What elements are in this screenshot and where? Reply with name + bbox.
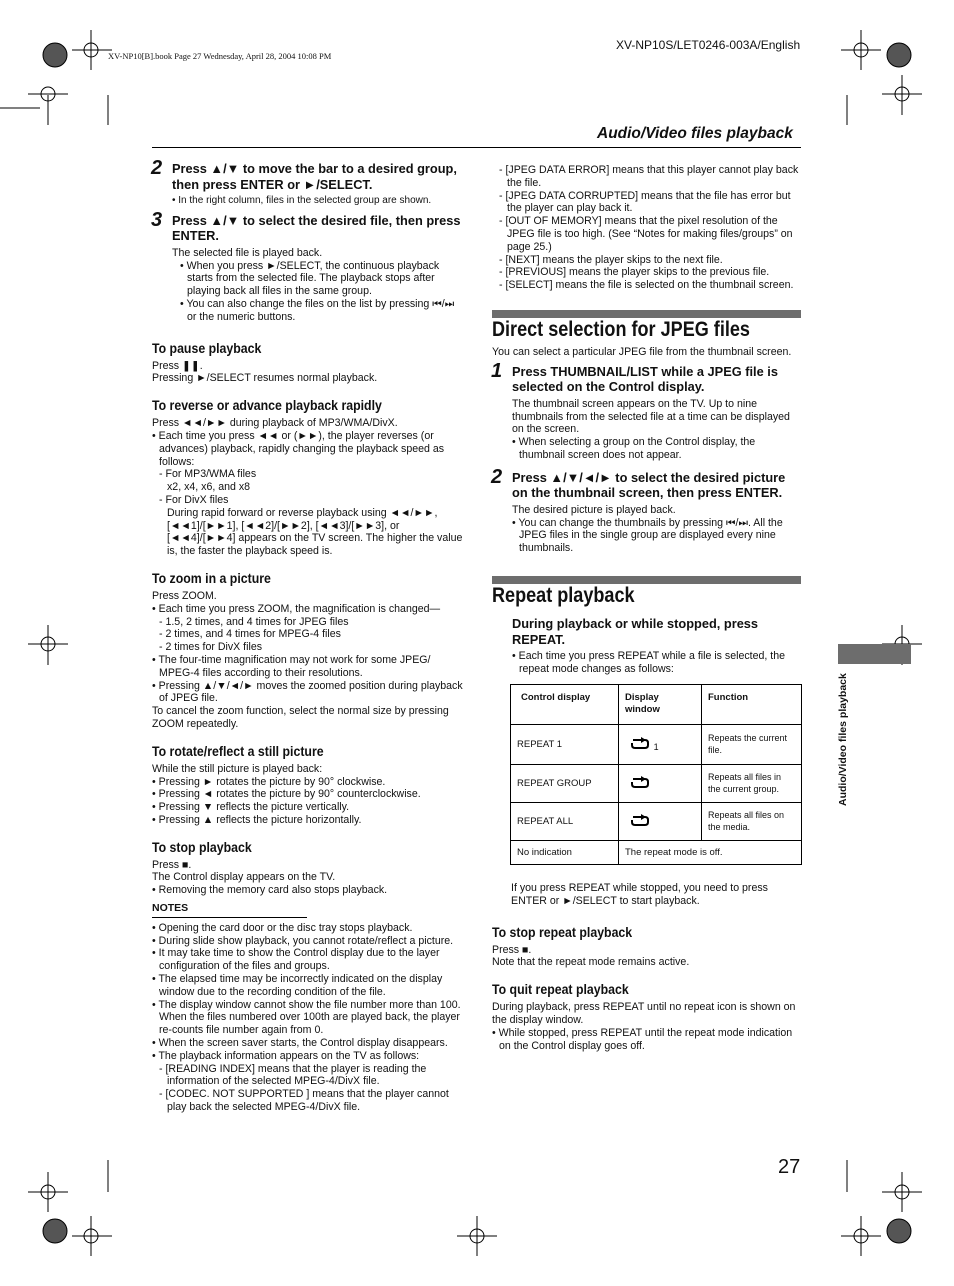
step-instruction: Press ▲/▼ to move the bar to a desired group, then press ENTER or ►/SELECT. — [172, 161, 457, 192]
direct-step-1 — [491, 359, 801, 395]
repeat-section — [492, 584, 802, 676]
table-cell — [619, 725, 702, 765]
table-row — [511, 841, 802, 865]
side-tab-bar — [838, 644, 911, 664]
paragraph: Press ❚❚. — [152, 359, 203, 372]
step-number: 1 — [491, 359, 503, 382]
table-cell: Repeats all files on the media. — [702, 803, 802, 841]
note: • The playback information appears on the TV as follows: — [152, 1049, 420, 1062]
bullet: • When you press ►/SELECT, the continuous playback starts from the selected file. The playback stops after playing back all files in the same group. — [180, 259, 440, 298]
table-cell: REPEAT 1 — [511, 725, 619, 765]
model-info: XV-NP10S/LET0246-003A/English — [616, 38, 801, 52]
dash-item: - [OUT OF MEMORY] means that the pixel resolution of the JPEG file is too high. (See “Notes for making files/groups” on page 25.) — [499, 215, 793, 253]
note: • The elapsed time may be incorrectly indicated on the display window due to the recording condition of the file. — [152, 973, 443, 998]
direct-section — [492, 318, 801, 555]
heading-rotate: To rotate/reflect a still picture — [152, 742, 324, 759]
step-number: 3 — [151, 208, 163, 231]
step-2 — [151, 157, 464, 192]
dash-item: - [PREVIOUS] means the player skips to the previous file. — [499, 266, 770, 279]
notes-heading: NOTES — [152, 902, 189, 915]
bullet: • Removing the memory card also stops playback. — [152, 884, 388, 897]
paragraph: During playback, press REPEAT until no repeat icon is shown on the display window. — [492, 1001, 796, 1026]
bullet: • Pressing ► rotates the picture by 90° clockwise. — [152, 775, 386, 788]
bullet: • When selecting a group on the Control display, the thumbnail screen does not appear. — [512, 436, 756, 461]
note: • When the screen saver starts, the Control display disappears. — [152, 1037, 448, 1050]
table-row — [511, 803, 802, 841]
note: • Opening the card door or the disc tray stops playback. — [152, 921, 413, 934]
table-header: Control display — [511, 685, 619, 725]
table-cell: Repeats the current file. — [702, 725, 802, 765]
paragraph: You can select a particular JPEG file from the thumbnail screen. — [492, 346, 792, 358]
section-heading-repeat: Repeat playback — [492, 584, 635, 607]
direct-step-2 — [491, 465, 801, 501]
heading-pause: To pause playback — [152, 339, 262, 356]
bullet: • Each time you press REPEAT while a file is selected, the repeat mode changes as follows: — [512, 650, 785, 675]
page-number: 27 — [778, 1156, 801, 1178]
paragraph: The selected file is played back. — [172, 246, 323, 259]
table-cell: No indication — [511, 841, 619, 865]
repeat-notes — [492, 882, 801, 1052]
bullet: • You can change the thumbnails by pressing ⏮/⏭. All the JPEG files in the single group are displayed every nine thumbnails. — [512, 516, 783, 555]
table-header: Function — [702, 685, 802, 725]
repeat-suffix: 1 — [653, 741, 659, 752]
repeat-all-icon — [629, 813, 651, 827]
step-instruction: Press ▲/▼/◄/► to select the desired picture on the thumbnail screen, then press ENTER. — [512, 469, 786, 501]
notes-list — [152, 922, 464, 1114]
repeat-mode-table — [510, 684, 802, 865]
bullet: • Pressing ◄ rotates the picture by 90° counterclockwise. — [152, 788, 421, 801]
section-bar-direct — [492, 310, 801, 318]
bullet: • Each time you press ZOOM, the magnification is changed— — [152, 602, 441, 615]
table-row — [511, 765, 802, 803]
heading-quit-repeat: To quit repeat playback — [492, 981, 629, 998]
paragraph: The desired picture is played back. — [512, 503, 676, 516]
heading-zoom: To zoom in a picture — [152, 569, 271, 586]
section-heading-direct: Direct selection for JPEG files — [492, 318, 750, 341]
dash-item: - For DivX files — [159, 493, 229, 506]
dash-item: - 2 times, and 4 times for MPEG-4 files — [159, 628, 341, 641]
dash-item: - [CODEC. NOT SUPPORTED ] means that the player cannot play back the selected MPEG-4/DivX file. — [159, 1088, 449, 1114]
paragraph: Press ■. — [492, 943, 532, 956]
table-cell — [619, 765, 702, 803]
table-cell: REPEAT ALL — [511, 803, 619, 841]
paragraph: Note that the repeat mode remains active. — [492, 956, 690, 969]
heading-stop: To stop playback — [152, 838, 252, 855]
paragraph: If you press REPEAT while stopped, you need to press ENTER or ►/SELECT to start playback. — [511, 882, 768, 907]
repeat-group-icon — [629, 775, 651, 789]
paragraph: The Control display appears on the TV. — [152, 871, 336, 884]
step-instruction: Press THUMBNAIL/LIST while a JPEG file is selected on the Control display. — [512, 363, 778, 395]
right-column — [492, 164, 801, 292]
note: • The display window cannot show the file number more than 100. When the files numbered over 100th are played back, the player re-counts file number again from 0. — [152, 998, 461, 1037]
dash-item: - 1.5, 2 times, and 4 times for JPEG files — [159, 615, 349, 628]
paragraph: To cancel the zoom function, select the normal size by pressing ZOOM repeatedly. — [152, 705, 449, 730]
paragraph: Pressing ►/SELECT resumes normal playback. — [152, 372, 378, 385]
step-number: 2 — [491, 465, 503, 488]
left-column — [151, 157, 464, 1114]
table-cell: The repeat mode is off. — [619, 841, 802, 865]
paragraph: While the still picture is played back: — [152, 762, 323, 775]
dash-item: - For MP3/WMA files — [159, 468, 257, 481]
dash-item: - [READING INDEX] means that the player is reading the information of the selected MPEG-4/DivX file. — [159, 1062, 427, 1088]
dash-item: - [JPEG DATA ERROR] means that this player cannot play back the file. — [499, 164, 799, 189]
dash-item: - [JPEG DATA CORRUPTED] means that the file has error but the player can play back it. — [499, 189, 791, 215]
dash-item: - [NEXT] means the player skips to the next file. — [499, 253, 723, 266]
section-bar-repeat — [492, 576, 801, 584]
bullet: • Each time you press ◄◄ or (►►), the player reverses (or advances) playback, rapidly changing the playback speed as follows: — [152, 429, 445, 468]
bullet: • Pressing ▲/▼/◄/► moves the zoomed position during playback of JPEG file. — [152, 679, 463, 705]
heading-stop-repeat: To stop repeat playback — [492, 923, 633, 940]
bullet: • Pressing ▼ reflects the picture vertically. — [152, 801, 350, 814]
dash-item: During rapid forward or reverse playback using ◄◄/►►, [◄◄1]/[►►1], [◄◄2]/[►►2], [◄◄3]/[►►3], or [◄◄4]/[►►4] appears on the TV screen. The higher the value is, the faster the playback speed is. — [167, 506, 463, 558]
bullet: • The four-time magnification may not work for some JPEG/ MPEG-4 files according to their resolutions. — [152, 653, 431, 679]
repeat-icon — [629, 736, 651, 750]
table-cell: Repeats all files in the current group. — [702, 765, 802, 803]
paragraph: Press ■. — [152, 858, 192, 871]
dash-item: - 2 times for DivX files — [159, 641, 263, 654]
paragraph: Press ◄◄/►► during playback of MP3/WMA/DivX. — [152, 417, 398, 430]
table-cell — [619, 803, 702, 841]
instruction: During playback or while stopped, press REPEAT. — [512, 616, 759, 647]
bullet: • While stopped, press REPEAT until the repeat mode indication on the Control display goes off. — [492, 1026, 793, 1052]
note: • During slide show playback, you cannot rotate/reflect a picture. — [152, 934, 454, 947]
side-tab-label: Audio/Video files playback — [837, 673, 849, 806]
table-cell: REPEAT GROUP — [511, 765, 619, 803]
step-3 — [151, 208, 464, 244]
paragraph: The thumbnail screen appears on the TV. Up to nine thumbnails from the selected file at a time can be displayed on the screen. — [512, 397, 790, 436]
book-info: XV-NP10[B].book Page 27 Wednesday, April 28, 2004 10:08 PM — [108, 51, 332, 61]
paragraph: Press ZOOM. — [152, 589, 217, 602]
step-number: 2 — [151, 157, 163, 179]
note: • It may take time to show the Control display due to the layer configuration of the files and groups. — [152, 947, 440, 973]
step-instruction: Press ▲/▼ to select the desired file, then press ENTER. — [172, 212, 461, 244]
bullet: • Pressing ▲ reflects the picture horizontally. — [152, 813, 362, 826]
section-title: Audio/Video files playback — [597, 125, 793, 142]
header-rule — [152, 147, 801, 148]
dash-item: x2, x4, x6, and x8 — [167, 481, 251, 494]
table-row — [511, 725, 802, 765]
heading-reverse: To reverse or advance playback rapidly — [152, 397, 382, 414]
table-header: Display window — [619, 685, 702, 725]
dash-item: - [SELECT] means the file is selected on the thumbnail screen. — [499, 279, 794, 292]
bullet: • In the right column, files in the selected group are shown. — [172, 195, 432, 206]
bullet: • You can also change the files on the list by pressing ⏮/⏭ or the numeric buttons. — [180, 297, 455, 323]
